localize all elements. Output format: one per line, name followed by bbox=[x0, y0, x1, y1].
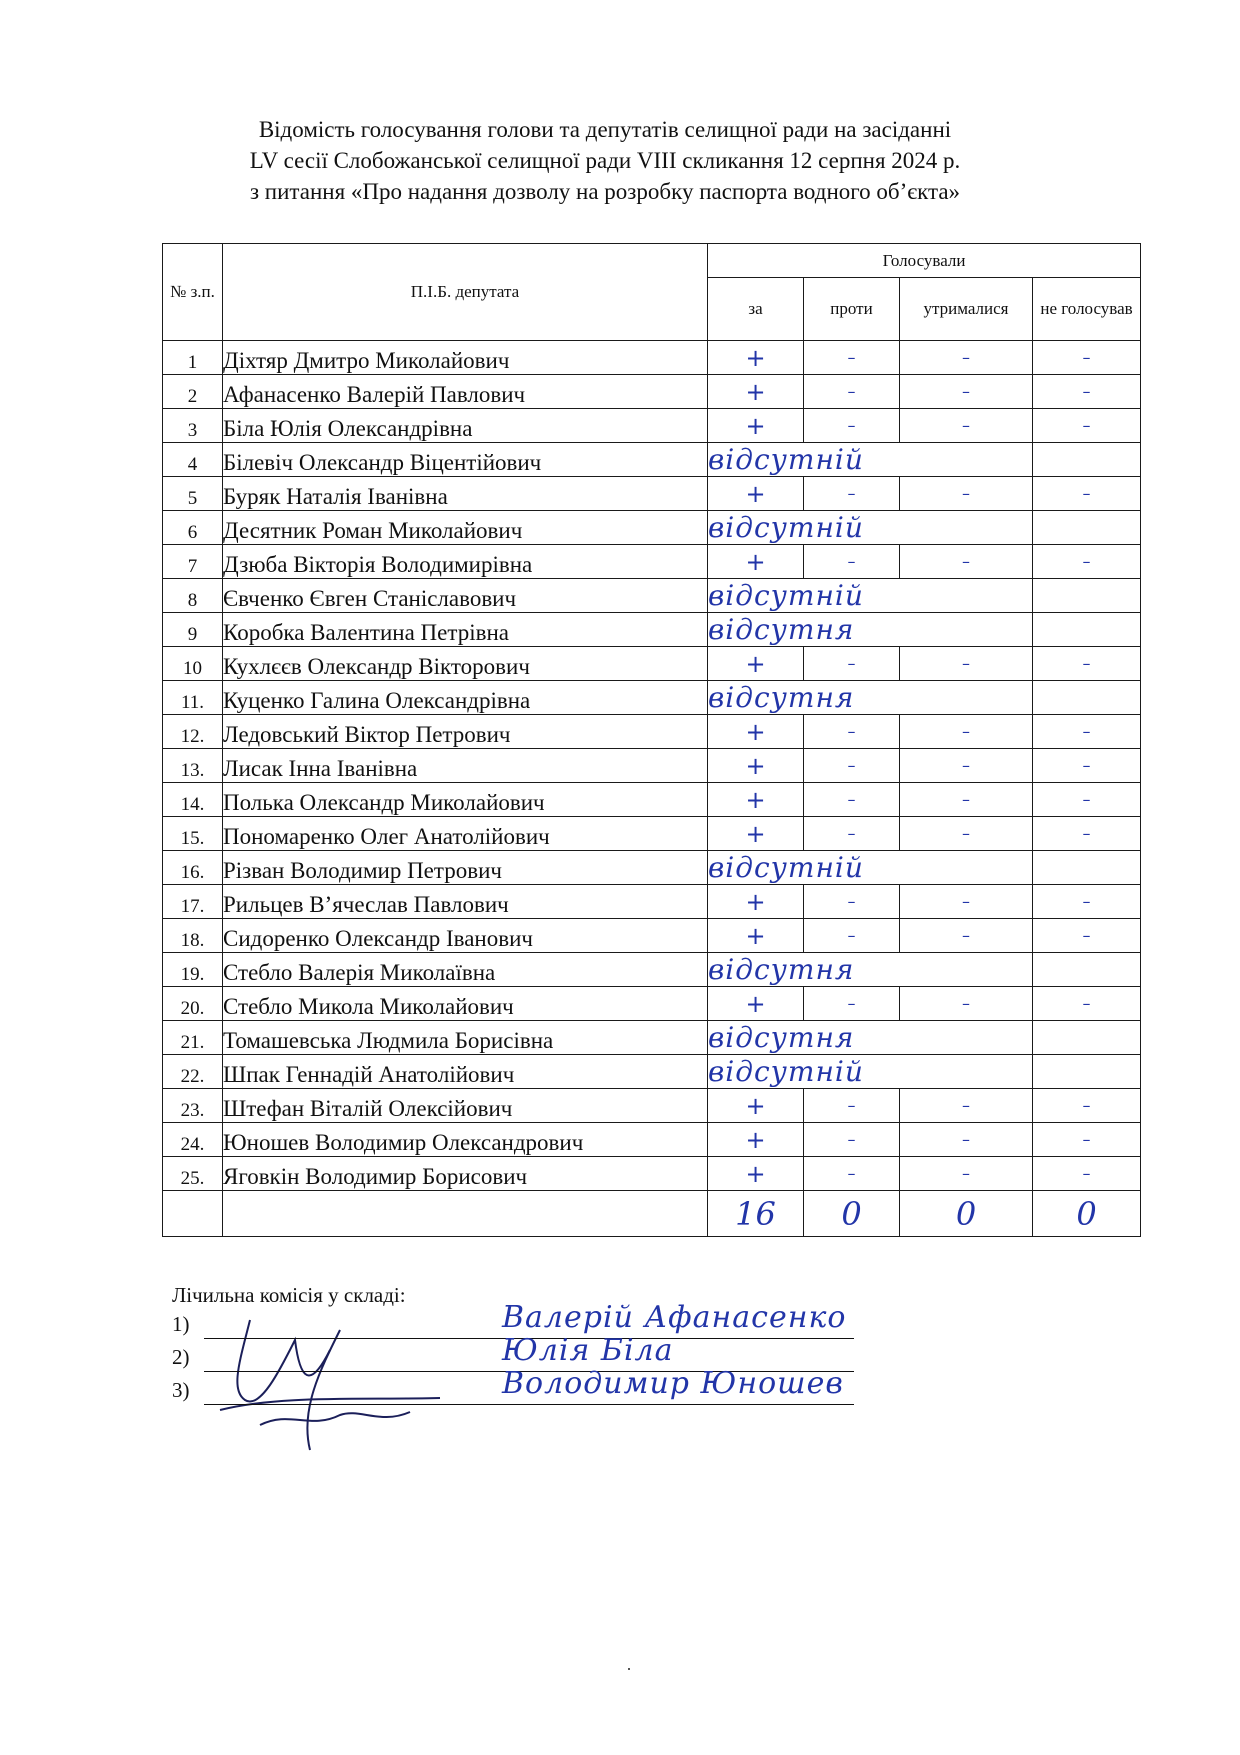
vote-abstained: – bbox=[900, 1089, 1033, 1123]
vote-abstained: – bbox=[900, 477, 1033, 511]
vote-for: + bbox=[708, 1157, 804, 1191]
vote-not-voted: – bbox=[1033, 1157, 1141, 1191]
row-number: 17. bbox=[163, 885, 223, 919]
vote-not-voted bbox=[1033, 511, 1141, 545]
row-number: 3 bbox=[163, 409, 223, 443]
row-number: 5 bbox=[163, 477, 223, 511]
deputy-name: Стебло Валерія Миколаївна bbox=[223, 953, 708, 987]
vote-not-voted: – bbox=[1033, 1123, 1141, 1157]
vote-not-voted bbox=[1033, 953, 1141, 987]
vote-not-voted: – bbox=[1033, 987, 1141, 1021]
vote-not-voted bbox=[1033, 851, 1141, 885]
table-row bbox=[163, 953, 1141, 987]
absent-mark: відсутній bbox=[708, 511, 1033, 545]
vote-not-voted bbox=[1033, 1021, 1141, 1055]
row-number: 10 bbox=[163, 647, 223, 681]
member-handwritten-name: Валерій Афанасенко bbox=[502, 1300, 847, 1335]
deputy-name: Штефан Віталій Олексійович bbox=[223, 1089, 708, 1123]
deputy-name: Діхтяр Дмитро Миколайович bbox=[223, 341, 708, 375]
vote-not-voted bbox=[1033, 443, 1141, 477]
deputy-name: Афанасенко Валерій Павлович bbox=[223, 375, 708, 409]
vote-for: + bbox=[708, 375, 804, 409]
row-number: 9 bbox=[163, 613, 223, 647]
table-row bbox=[163, 919, 1141, 953]
vote-not-voted: – bbox=[1033, 885, 1141, 919]
table-row bbox=[163, 749, 1141, 783]
total-not-voted: 0 bbox=[1033, 1191, 1141, 1237]
deputy-name: Юношев Володимир Олександрович bbox=[223, 1123, 708, 1157]
deputy-name: Пономаренко Олег Анатолійович bbox=[223, 817, 708, 851]
row-number: 16. bbox=[163, 851, 223, 885]
header-abstained: утрималися bbox=[900, 278, 1033, 341]
commission-member-3 bbox=[172, 1366, 932, 1409]
row-number: 14. bbox=[163, 783, 223, 817]
vote-against: – bbox=[804, 987, 900, 1021]
title-line-2: LV сесії Слобожанської селищної ради VIII скликання 12 серпня 2024 р. bbox=[249, 148, 961, 173]
deputy-name: Лисак Інна Іванівна bbox=[223, 749, 708, 783]
vote-against: – bbox=[804, 885, 900, 919]
vote-not-voted bbox=[1033, 1055, 1141, 1089]
member-number: 2) bbox=[172, 1345, 190, 1369]
table-row bbox=[163, 409, 1141, 443]
vote-abstained: – bbox=[900, 885, 1033, 919]
table-row bbox=[163, 1055, 1141, 1089]
row-number: 12. bbox=[163, 715, 223, 749]
vote-against: – bbox=[804, 749, 900, 783]
table-row bbox=[163, 579, 1141, 613]
deputy-name: Буряк Наталія Іванівна bbox=[223, 477, 708, 511]
row-number: 18. bbox=[163, 919, 223, 953]
table-row bbox=[163, 477, 1141, 511]
vote-not-voted: – bbox=[1033, 1089, 1141, 1123]
vote-not-voted: – bbox=[1033, 477, 1141, 511]
vote-not-voted: – bbox=[1033, 749, 1141, 783]
absent-mark: відсутній bbox=[708, 443, 1033, 477]
vote-for: + bbox=[708, 477, 804, 511]
vote-not-voted: – bbox=[1033, 783, 1141, 817]
header-not-voted: не голосував bbox=[1033, 278, 1141, 341]
vote-abstained: – bbox=[900, 1157, 1033, 1191]
vote-against: – bbox=[804, 409, 900, 443]
header-for: за bbox=[708, 278, 804, 341]
total-against: 0 bbox=[804, 1191, 900, 1237]
deputy-name: Рильцев В’ячеслав Павлович bbox=[223, 885, 708, 919]
vote-not-voted: – bbox=[1033, 919, 1141, 953]
vote-against: – bbox=[804, 919, 900, 953]
vote-abstained: – bbox=[900, 341, 1033, 375]
row-number: 20. bbox=[163, 987, 223, 1021]
deputy-name: Різван Володимир Петрович bbox=[223, 851, 708, 885]
row-number: 19. bbox=[163, 953, 223, 987]
table-row bbox=[163, 817, 1141, 851]
deputy-name: Ледовський Віктор Петрович bbox=[223, 715, 708, 749]
deputy-name: Стебло Микола Миколайович bbox=[223, 987, 708, 1021]
deputy-name: Біла Юлія Олександрівна bbox=[223, 409, 708, 443]
vote-abstained: – bbox=[900, 545, 1033, 579]
absent-mark: відсутня bbox=[708, 613, 1033, 647]
row-number: 21. bbox=[163, 1021, 223, 1055]
vote-against: – bbox=[804, 375, 900, 409]
row-number: 4 bbox=[163, 443, 223, 477]
absent-mark: відсутній bbox=[708, 1055, 1033, 1089]
table-row bbox=[163, 647, 1141, 681]
vote-for: + bbox=[708, 919, 804, 953]
deputy-name: Дзюба Вікторія Володимирівна bbox=[223, 545, 708, 579]
header-against: проти bbox=[804, 278, 900, 341]
vote-abstained: – bbox=[900, 715, 1033, 749]
totals-name-cell bbox=[223, 1191, 708, 1237]
table-row bbox=[163, 511, 1141, 545]
table-row bbox=[163, 987, 1141, 1021]
deputy-name: Яговкін Володимир Борисович bbox=[223, 1157, 708, 1191]
deputy-name: Куценко Галина Олександрівна bbox=[223, 681, 708, 715]
document-title bbox=[150, 114, 1060, 207]
vote-not-voted: – bbox=[1033, 647, 1141, 681]
vote-for: + bbox=[708, 341, 804, 375]
row-number: 2 bbox=[163, 375, 223, 409]
row-number: 22. bbox=[163, 1055, 223, 1089]
vote-abstained: – bbox=[900, 783, 1033, 817]
vote-abstained: – bbox=[900, 1123, 1033, 1157]
vote-for: + bbox=[708, 817, 804, 851]
deputy-name: Коробка Валентина Петрівна bbox=[223, 613, 708, 647]
vote-for: + bbox=[708, 1089, 804, 1123]
vote-against: – bbox=[804, 341, 900, 375]
vote-not-voted: – bbox=[1033, 375, 1141, 409]
row-number: 6 bbox=[163, 511, 223, 545]
commission-label: Лічильна комісія у складі: bbox=[172, 1283, 406, 1307]
member-handwritten-name: Володимир Юношев bbox=[502, 1366, 844, 1401]
table-row bbox=[163, 715, 1141, 749]
header-voted: Голосували bbox=[708, 244, 1141, 278]
vote-for: + bbox=[708, 409, 804, 443]
row-number: 24. bbox=[163, 1123, 223, 1157]
deputy-name: Томашевська Людмила Борисівна bbox=[223, 1021, 708, 1055]
signature-line bbox=[204, 1404, 854, 1405]
member-handwritten-name: Юлія Біла bbox=[502, 1333, 674, 1368]
table-body bbox=[163, 341, 1141, 1191]
absent-mark: відсутній bbox=[708, 851, 1033, 885]
vote-not-voted: – bbox=[1033, 341, 1141, 375]
vote-for: + bbox=[708, 783, 804, 817]
vote-abstained: – bbox=[900, 919, 1033, 953]
vote-abstained: – bbox=[900, 987, 1033, 1021]
row-number: 1 bbox=[163, 341, 223, 375]
vote-for: + bbox=[708, 885, 804, 919]
vote-abstained: – bbox=[900, 409, 1033, 443]
deputy-name: Євченко Євген Станіславович bbox=[223, 579, 708, 613]
counting-commission bbox=[172, 1280, 932, 1409]
vote-abstained: – bbox=[900, 647, 1033, 681]
vote-against: – bbox=[804, 545, 900, 579]
title-line-3: з питання «Про надання дозволу на розробку паспорта водного об’єкта» bbox=[249, 179, 961, 204]
header-num: № з.п. bbox=[163, 244, 223, 341]
total-abstained: 0 bbox=[900, 1191, 1033, 1237]
absent-mark: відсутня bbox=[708, 1021, 1033, 1055]
vote-against: – bbox=[804, 783, 900, 817]
vote-against: – bbox=[804, 477, 900, 511]
table-row bbox=[163, 443, 1141, 477]
vote-against: – bbox=[804, 647, 900, 681]
vote-for: + bbox=[708, 545, 804, 579]
deputy-name: Кухлєєв Олександр Вікторович bbox=[223, 647, 708, 681]
row-number: 7 bbox=[163, 545, 223, 579]
vote-abstained: – bbox=[900, 749, 1033, 783]
vote-not-voted: – bbox=[1033, 817, 1141, 851]
totals-num-cell bbox=[163, 1191, 223, 1237]
vote-against: – bbox=[804, 1157, 900, 1191]
row-number: 23. bbox=[163, 1089, 223, 1123]
vote-for: + bbox=[708, 715, 804, 749]
vote-not-voted bbox=[1033, 613, 1141, 647]
totals-row bbox=[163, 1191, 1141, 1237]
vote-for: + bbox=[708, 749, 804, 783]
row-number: 11. bbox=[163, 681, 223, 715]
table-row bbox=[163, 885, 1141, 919]
vote-not-voted: – bbox=[1033, 409, 1141, 443]
scan-speck bbox=[628, 1668, 630, 1670]
total-for: 16 bbox=[708, 1191, 804, 1237]
vote-abstained: – bbox=[900, 817, 1033, 851]
deputy-name: Шпак Геннадій Анатолійович bbox=[223, 1055, 708, 1089]
vote-against: – bbox=[804, 817, 900, 851]
vote-not-voted: – bbox=[1033, 545, 1141, 579]
deputy-name: Сидоренко Олександр Іванович bbox=[223, 919, 708, 953]
table-row bbox=[163, 613, 1141, 647]
row-number: 15. bbox=[163, 817, 223, 851]
vote-against: – bbox=[804, 715, 900, 749]
vote-for: + bbox=[708, 1123, 804, 1157]
deputy-name: Десятник Роман Миколайович bbox=[223, 511, 708, 545]
table-row bbox=[163, 851, 1141, 885]
deputy-name: Полька Олександр Миколайович bbox=[223, 783, 708, 817]
table-row bbox=[163, 341, 1141, 375]
row-number: 13. bbox=[163, 749, 223, 783]
member-number: 1) bbox=[172, 1312, 190, 1336]
header-name: П.І.Б. депутата bbox=[223, 244, 708, 341]
table-row bbox=[163, 1089, 1141, 1123]
vote-for: + bbox=[708, 987, 804, 1021]
vote-for: + bbox=[708, 647, 804, 681]
vote-against: – bbox=[804, 1089, 900, 1123]
table-row bbox=[163, 375, 1141, 409]
vote-not-voted bbox=[1033, 681, 1141, 715]
title-line-1: Відомість голосування голови та депутатів селищної ради на засіданні bbox=[258, 117, 952, 142]
member-number: 3) bbox=[172, 1378, 190, 1402]
table-row bbox=[163, 1157, 1141, 1191]
table-row bbox=[163, 1021, 1141, 1055]
vote-not-voted bbox=[1033, 579, 1141, 613]
row-number: 25. bbox=[163, 1157, 223, 1191]
deputy-name: Білевіч Олександр Віцентійович bbox=[223, 443, 708, 477]
table-row bbox=[163, 783, 1141, 817]
table-row bbox=[163, 545, 1141, 579]
absent-mark: відсутня bbox=[708, 681, 1033, 715]
absent-mark: відсутня bbox=[708, 953, 1033, 987]
row-number: 8 bbox=[163, 579, 223, 613]
table-row bbox=[163, 1123, 1141, 1157]
vote-abstained: – bbox=[900, 375, 1033, 409]
voting-table bbox=[162, 243, 1141, 1237]
table-row bbox=[163, 681, 1141, 715]
vote-against: – bbox=[804, 1123, 900, 1157]
absent-mark: відсутній bbox=[708, 579, 1033, 613]
vote-not-voted: – bbox=[1033, 715, 1141, 749]
